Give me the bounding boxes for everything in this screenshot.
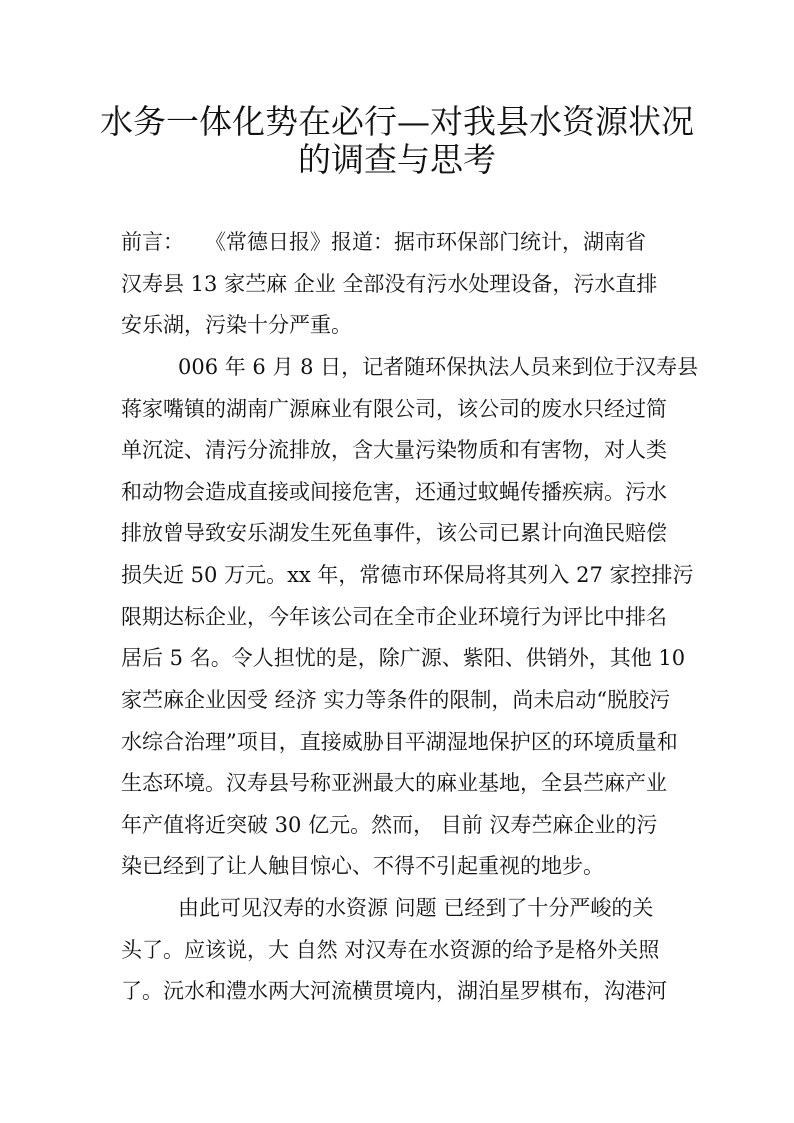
body-line-1: 前言： 《常德日报》报道：据市环保部门统计，湖南省: [121, 230, 646, 254]
body-line-4: 006 年 6 月 8 日，记者随环保执法人员来到位于汉寿县: [178, 355, 699, 379]
body-line-13: 水综合治理”项目，直接威胁目平湖湿地保护区的环境质量和: [121, 730, 678, 754]
document-title-line-1: 水务一体化势在必行—对我县水资源状况: [100, 102, 694, 141]
body-line-10: 限期达标企业，今年该公司在全市企业环境行为评比中排名: [121, 605, 667, 629]
body-line-11: 居后 5 名。令人担忧的是，除广源、紫阳、供销外，其他 10: [121, 646, 686, 670]
body-line-8: 排放曾导致安乐湖发生死鱼事件，该公司已累计向渔民赔偿: [121, 521, 667, 545]
body-line-15: 年产值将近突破 30 亿元。然而， 目前 汉寿苎麻企业的污: [121, 813, 658, 837]
body-line-16: 染已经到了让人触目惊心、不得不引起重视的地步。: [121, 854, 604, 878]
body-line-3: 安乐湖，污染十分严重。: [121, 313, 352, 337]
body-line-12: 家苎麻企业因受 经济 实力等条件的限制，尚未启动“脱胶污: [121, 688, 671, 712]
body-line-9: 损失近 50 万元。xx 年，常德市环保局将其列入 27 家控排污: [121, 563, 694, 587]
document-title-line-2: 的调查与思考: [298, 140, 496, 179]
body-line-7: 和动物会造成直接或间接危害，还通过蚊蝇传播疾病。污水: [121, 480, 667, 504]
body-line-2: 汉寿县 13 家苎麻 企业 全部没有污水处理设备，污水直排: [121, 272, 658, 296]
body-line-6: 单沉淀、清污分流排放，含大量污染物质和有害物，对人类: [121, 438, 667, 462]
body-line-18: 头了。应该说，大 自然 对汉寿在水资源的给予是格外关照: [121, 938, 660, 962]
body-line-19: 了。沅水和澧水两大河流横贯境内，湖泊星罗棋布，沟港河: [121, 979, 667, 1003]
body-line-14: 生态环境。汉寿县号称亚洲最大的麻业基地，全县苎麻产业: [121, 771, 667, 795]
body-line-17: 由此可见汉寿的水资源 问题 已经到了十分严峻的关: [178, 896, 654, 920]
body-line-5: 蒋家嘴镇的湖南广源麻业有限公司，该公司的废水只经过简: [121, 397, 667, 421]
